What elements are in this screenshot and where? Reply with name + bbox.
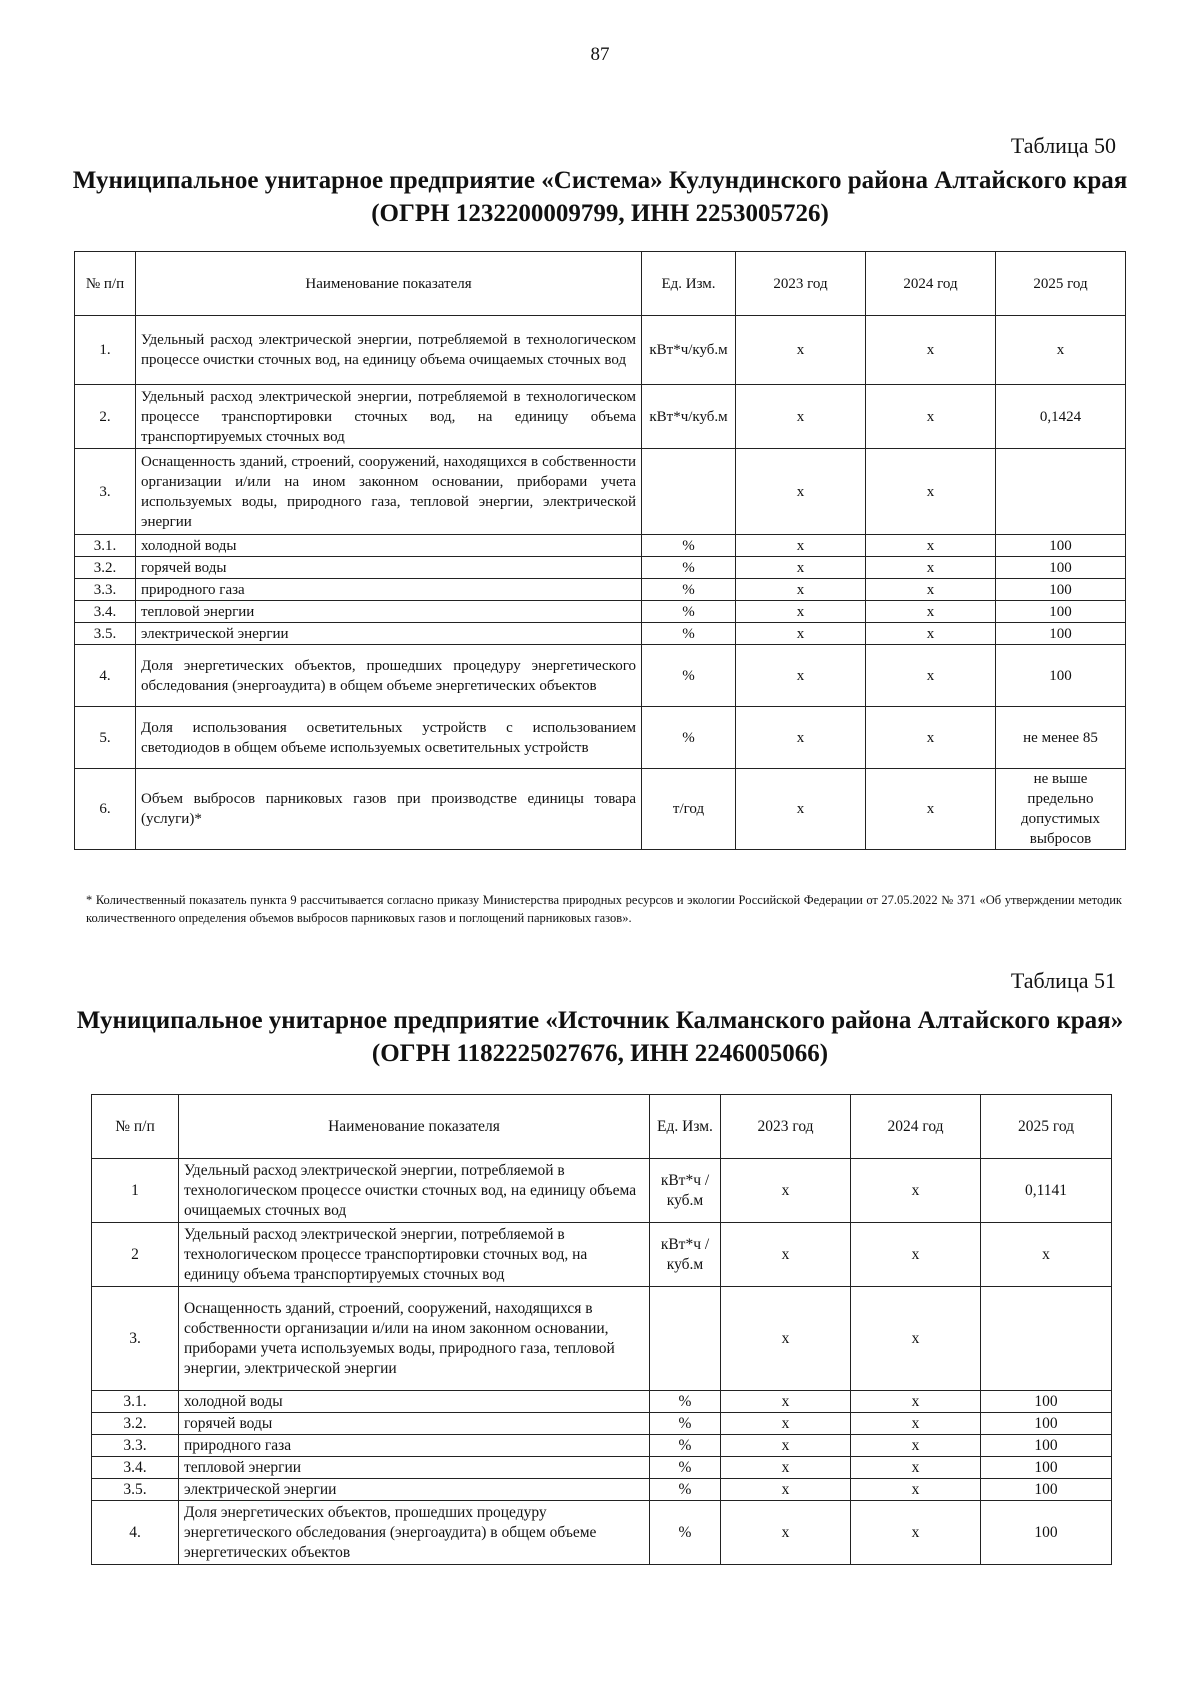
- cell-unit: %: [650, 1435, 721, 1457]
- cell-unit: %: [650, 1479, 721, 1501]
- cell-unit: %: [642, 579, 736, 601]
- cell-year-2024: х: [866, 316, 996, 385]
- table-51-title: [70, 1004, 1130, 1070]
- header-2024: 2024 год: [866, 252, 996, 316]
- table-row: [75, 769, 1126, 850]
- cell-year-2024: х: [866, 535, 996, 557]
- table-50-footnote: * Количественный показатель пункта 9 рассчитывается согласно приказу Министерства природных ресурсов и экологии Российской Федерации от 27.05.2022 № 371 «Об утверждении методик количественного определения объемов выбросов парниковых газов и поглощений парниковых газов».: [86, 893, 1122, 925]
- table-row: [92, 1391, 1112, 1413]
- cell-year-2023: х: [736, 385, 866, 449]
- header-name: Наименование показателя: [136, 252, 642, 316]
- cell-name: природного газа: [136, 579, 642, 601]
- cell-year-2025: х: [996, 316, 1126, 385]
- cell-year-2024: х: [866, 769, 996, 850]
- cell-year-2025: 100: [981, 1479, 1112, 1501]
- cell-num: 3.4.: [92, 1457, 179, 1479]
- cell-year-2023: х: [721, 1457, 851, 1479]
- cell-num: 3.1.: [92, 1391, 179, 1413]
- cell-unit: %: [642, 623, 736, 645]
- table-row: [75, 449, 1126, 535]
- cell-name: Удельный расход электрической энергии, потребляемой в технологическом процессе транспортировки сточных вод, на единицу объема транспортируемых сточных вод: [136, 385, 642, 449]
- cell-name: Удельный расход электрической энергии, потребляемой в технологическом процессе транспортировки сточных вод, на единицу объема транспортируемых сточных вод: [179, 1223, 650, 1287]
- cell-name: Доля энергетических объектов, прошедших процедуру энергетического обследования (энергоаудита) в общем объеме энергетических объектов: [136, 645, 642, 707]
- cell-name: электрической энергии: [136, 623, 642, 645]
- cell-year-2025: 100: [996, 579, 1126, 601]
- header-num: № п/п: [92, 1095, 179, 1159]
- table-row: [75, 535, 1126, 557]
- cell-name: электрической энергии: [179, 1479, 650, 1501]
- cell-name: Оснащенность зданий, строений, сооружений, находящихся в собственности организации и/или на ином законном основании, приборами учета используемых воды, природного газа, тепловой энергии, электрической энергии: [179, 1287, 650, 1391]
- cell-name: Удельный расход электрической энергии, потребляемой в технологическом процессе очистки сточных вод, на единицу объема очищаемых сточных вод: [136, 316, 642, 385]
- table-51-header-row: [92, 1095, 1112, 1159]
- table-50-caption: Таблица 50: [1010, 133, 1116, 158]
- header-unit: Ед. Изм.: [650, 1095, 721, 1159]
- cell-year-2024: х: [866, 579, 996, 601]
- cell-year-2025: [996, 449, 1126, 535]
- cell-year-2025: 100: [981, 1391, 1112, 1413]
- cell-unit: [650, 1287, 721, 1391]
- cell-num: 2: [92, 1223, 179, 1287]
- table-51-title-line1: Муниципальное унитарное предприятие «Источник Калманского района Алтайского края»: [76, 1007, 1124, 1034]
- table-row: [92, 1457, 1112, 1479]
- cell-year-2023: х: [736, 316, 866, 385]
- cell-year-2023: х: [736, 601, 866, 623]
- cell-num: 3.: [75, 449, 136, 535]
- table-row: [75, 385, 1126, 449]
- cell-num: 4.: [75, 645, 136, 707]
- cell-year-2023: х: [736, 769, 866, 850]
- cell-unit: %: [650, 1391, 721, 1413]
- cell-unit: кВт*ч/куб.м: [642, 385, 736, 449]
- header-2025: 2025 год: [981, 1095, 1112, 1159]
- cell-year-2023: х: [736, 645, 866, 707]
- cell-year-2024: х: [866, 449, 996, 535]
- cell-num: 3.5.: [75, 623, 136, 645]
- cell-year-2024: х: [866, 645, 996, 707]
- cell-year-2023: х: [736, 707, 866, 769]
- cell-year-2023: х: [736, 535, 866, 557]
- table-row: [92, 1413, 1112, 1435]
- cell-year-2025: не менее 85: [996, 707, 1126, 769]
- table-50: [74, 251, 1126, 850]
- cell-name: природного газа: [179, 1435, 650, 1457]
- cell-year-2023: х: [736, 623, 866, 645]
- table-50-title: [70, 164, 1130, 230]
- header-name: Наименование показателя: [179, 1095, 650, 1159]
- cell-num: 1: [92, 1159, 179, 1223]
- cell-unit: кВт*ч /куб.м: [650, 1223, 721, 1287]
- cell-num: 3.2.: [75, 557, 136, 579]
- cell-num: 3.4.: [75, 601, 136, 623]
- cell-year-2024: х: [866, 385, 996, 449]
- cell-name: холодной воды: [136, 535, 642, 557]
- table-50-title-line1: Муниципальное унитарное предприятие «Система» Кулундинского района Алтайского края: [72, 167, 1128, 194]
- table-row: [92, 1159, 1112, 1223]
- cell-year-2023: х: [721, 1223, 851, 1287]
- table-51: [91, 1094, 1112, 1565]
- cell-unit: %: [642, 557, 736, 579]
- header-2025: 2025 год: [996, 252, 1126, 316]
- cell-year-2025: 100: [996, 623, 1126, 645]
- cell-year-2023: х: [736, 557, 866, 579]
- cell-num: 2.: [75, 385, 136, 449]
- cell-name: холодной воды: [179, 1391, 650, 1413]
- cell-num: 3.5.: [92, 1479, 179, 1501]
- cell-unit: %: [642, 707, 736, 769]
- table-row: [92, 1223, 1112, 1287]
- table-50-title-line2: (ОГРН 1232200009799, ИНН 2253005726): [371, 200, 829, 227]
- cell-unit: кВт*ч/куб.м: [642, 316, 736, 385]
- cell-unit: кВт*ч /куб.м: [650, 1159, 721, 1223]
- cell-year-2024: х: [851, 1479, 981, 1501]
- cell-unit: %: [650, 1457, 721, 1479]
- page-number: 87: [590, 44, 610, 65]
- header-2023: 2023 год: [736, 252, 866, 316]
- cell-year-2023: х: [721, 1391, 851, 1413]
- cell-num: 3.: [92, 1287, 179, 1391]
- cell-num: 5.: [75, 707, 136, 769]
- cell-year-2024: х: [851, 1501, 981, 1565]
- cell-year-2024: х: [851, 1223, 981, 1287]
- cell-name: горячей воды: [179, 1413, 650, 1435]
- cell-year-2025: 0,1141: [981, 1159, 1112, 1223]
- cell-year-2023: х: [721, 1287, 851, 1391]
- cell-unit: %: [650, 1501, 721, 1565]
- cell-year-2025: х: [981, 1223, 1112, 1287]
- cell-unit: %: [642, 601, 736, 623]
- header-2023: 2023 год: [721, 1095, 851, 1159]
- table-row: [92, 1479, 1112, 1501]
- table-row: [75, 707, 1126, 769]
- cell-unit: [642, 449, 736, 535]
- cell-year-2025: 0,1424: [996, 385, 1126, 449]
- cell-year-2025: 100: [996, 535, 1126, 557]
- header-unit: Ед. Изм.: [642, 252, 736, 316]
- cell-year-2023: х: [736, 449, 866, 535]
- cell-name: Доля использования осветительных устройств с использованием светодиодов в общем объеме используемых осветительных устройств: [136, 707, 642, 769]
- cell-year-2023: х: [721, 1413, 851, 1435]
- table-row: [75, 601, 1126, 623]
- cell-year-2024: х: [851, 1457, 981, 1479]
- table-row: [75, 557, 1126, 579]
- cell-year-2025: [981, 1287, 1112, 1391]
- table-row: [92, 1435, 1112, 1457]
- cell-year-2025: 100: [996, 557, 1126, 579]
- cell-unit: %: [642, 535, 736, 557]
- cell-year-2024: х: [851, 1159, 981, 1223]
- cell-name: тепловой энергии: [179, 1457, 650, 1479]
- cell-name: горячей воды: [136, 557, 642, 579]
- cell-name: Объем выбросов парниковых газов при производстве единицы товара (услуги)*: [136, 769, 642, 850]
- cell-num: 3.3.: [92, 1435, 179, 1457]
- cell-name: Доля энергетических объектов, прошедших процедуру энергетического обследования (энергоаудита) в общем объеме энергетических объектов: [179, 1501, 650, 1565]
- cell-year-2025: не выше предельно допустимых выбросов: [996, 769, 1126, 850]
- header-2024: 2024 год: [851, 1095, 981, 1159]
- cell-name: тепловой энергии: [136, 601, 642, 623]
- table-row: [92, 1287, 1112, 1391]
- cell-num: 3.1.: [75, 535, 136, 557]
- table-51-title-line2: (ОГРН 1182225027676, ИНН 2246005066): [371, 1040, 829, 1067]
- cell-num: 3.3.: [75, 579, 136, 601]
- table-row: [75, 316, 1126, 385]
- table-50-header-row: [75, 252, 1126, 316]
- cell-year-2025: 100: [996, 601, 1126, 623]
- table-51-caption: Таблица 51: [1010, 968, 1116, 993]
- cell-year-2024: х: [851, 1287, 981, 1391]
- cell-year-2025: 100: [981, 1413, 1112, 1435]
- cell-year-2025: 100: [981, 1457, 1112, 1479]
- table-row: [75, 623, 1126, 645]
- cell-num: 4.: [92, 1501, 179, 1565]
- cell-year-2023: х: [721, 1435, 851, 1457]
- cell-unit: %: [642, 645, 736, 707]
- cell-num: 6.: [75, 769, 136, 850]
- cell-year-2023: х: [721, 1501, 851, 1565]
- cell-year-2025: 100: [981, 1435, 1112, 1457]
- table-row: [92, 1501, 1112, 1565]
- cell-year-2024: х: [851, 1435, 981, 1457]
- cell-year-2024: х: [866, 601, 996, 623]
- cell-year-2024: х: [866, 707, 996, 769]
- cell-name: Оснащенность зданий, строений, сооружений, находящихся в собственности организации и/или на ином законном основании, приборами учета используемых воды, природного газа, тепловой энергии, электрической энергии: [136, 449, 642, 535]
- table-row: [75, 579, 1126, 601]
- cell-num: 3.2.: [92, 1413, 179, 1435]
- cell-unit: %: [650, 1413, 721, 1435]
- cell-num: 1.: [75, 316, 136, 385]
- cell-year-2025: 100: [996, 645, 1126, 707]
- cell-year-2024: х: [866, 623, 996, 645]
- cell-name: Удельный расход электрической энергии, потребляемой в технологическом процессе очистки сточных вод, на единицу объема очищаемых сточных вод: [179, 1159, 650, 1223]
- header-num: № п/п: [75, 252, 136, 316]
- cell-year-2023: х: [721, 1159, 851, 1223]
- cell-year-2023: х: [736, 579, 866, 601]
- cell-year-2024: х: [851, 1391, 981, 1413]
- cell-unit: т/год: [642, 769, 736, 850]
- table-row: [75, 645, 1126, 707]
- cell-year-2024: х: [851, 1413, 981, 1435]
- cell-year-2024: х: [866, 557, 996, 579]
- cell-year-2023: х: [721, 1479, 851, 1501]
- cell-year-2025: 100: [981, 1501, 1112, 1565]
